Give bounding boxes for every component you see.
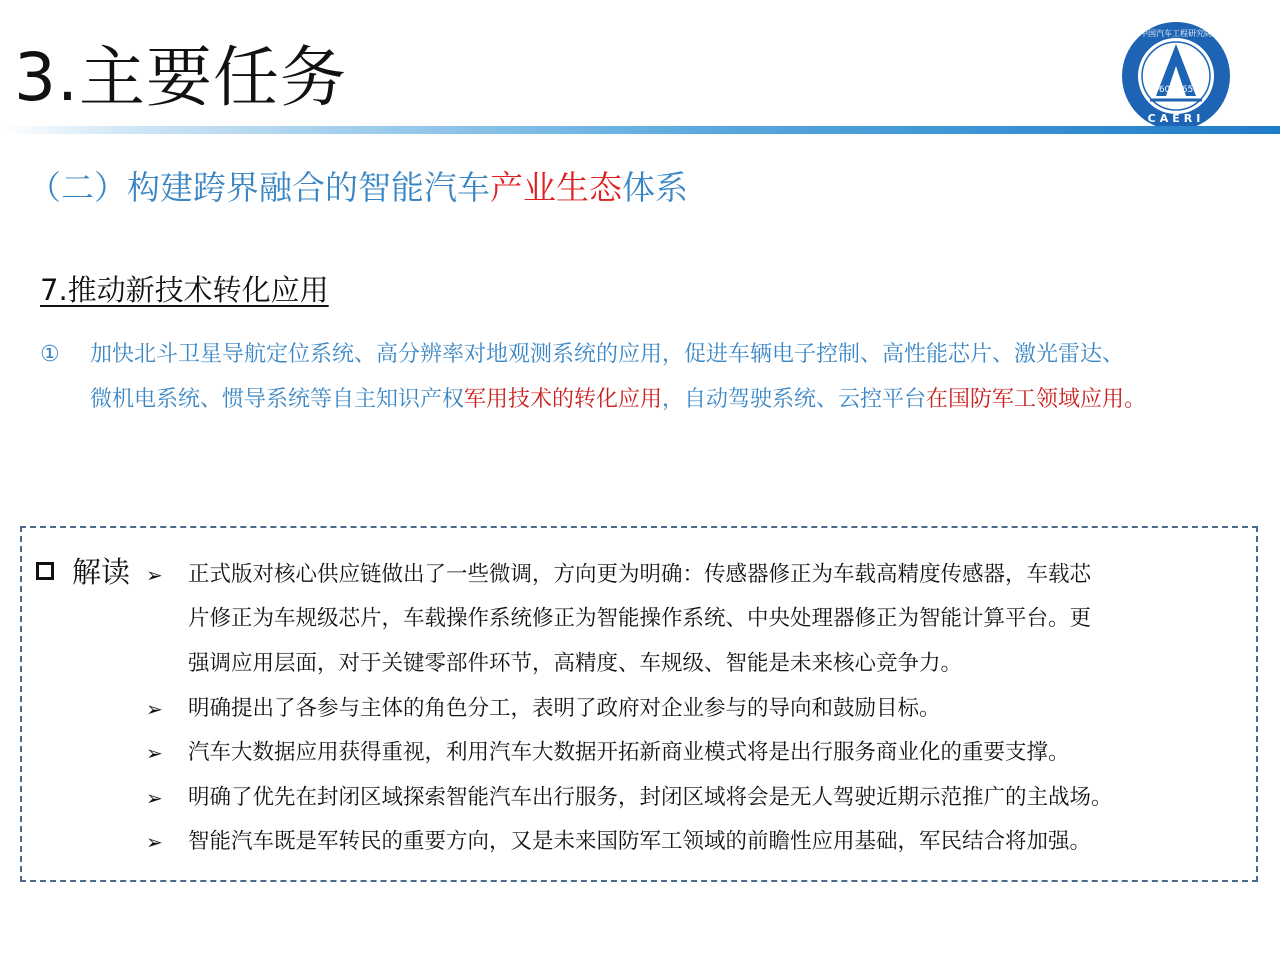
arrow-bullet-icon: ➢: [146, 830, 163, 854]
header-divider: [0, 126, 1280, 134]
page-title: 3.主要任务: [14, 39, 347, 116]
logo-arc-text: 中国汽车工程研究院: [1140, 29, 1212, 38]
subtitle-prefix: （二）构建跨界融合的智能汽车: [28, 168, 490, 207]
item-text-line-2: [90, 383, 1146, 417]
bullet-3: 汽车大数据应用获得重视，利用汽车大数据开拓新商业模式将是出行服务商业化的重要支撑。: [188, 740, 1070, 765]
arrow-bullet-icon: ➢: [146, 741, 163, 765]
arrow-bullet-icon: ➢: [146, 786, 163, 810]
bullet-2: 明确提出了各参与主体的角色分工，表明了政府对企业参与的导向和鼓励目标。: [188, 696, 941, 721]
task-heading: 7.推动新技术转化应用: [40, 273, 329, 307]
arrow-bullet-icon: ➢: [146, 563, 163, 587]
item-number: ①: [40, 342, 60, 367]
bullet-1-line-1: 正式版对核心供应链做出了一些微调，方向更为明确：传感器修正为车载高精度传感器，车载芯: [188, 562, 1092, 587]
bullet-1-line-2: 片修正为车规级芯片，车载操作系统修正为智能操作系统、中央处理器修正为智能计算平台。更: [188, 606, 1092, 631]
bullet-5: 智能汽车既是军转民的重要方向，又是未来国防军工领域的前瞻性应用基础，军民结合将加强。: [188, 829, 1092, 854]
section-subtitle: [28, 166, 688, 210]
logo-year: 601965: [1158, 85, 1194, 95]
item-text-highlight: 在国防军工领域应用。: [926, 387, 1147, 412]
caeri-logo: [1120, 20, 1232, 132]
checkbox-square-icon: [36, 562, 54, 580]
bullet-1-line-3: 强调应用层面，对于关键零部件环节，高精度、车规级、智能是未来核心竞争力。: [188, 651, 963, 676]
item-text-highlight: 军用技术的转化应用: [464, 387, 663, 412]
subtitle-highlight: 产业生态: [490, 168, 622, 207]
arrow-bullet-icon: ➢: [146, 697, 163, 721]
interpretation-label: 解读: [72, 555, 131, 589]
subtitle-suffix: 体系: [622, 168, 688, 207]
bullet-4: 明确了优先在封闭区域探索智能汽车出行服务，封闭区域将会是无人驾驶近期示范推广的主战场。: [188, 785, 1113, 810]
item-text-segment: 微机电系统、惯导系统等自主知识产权: [90, 387, 465, 412]
item-text-line-1: 加快北斗卫星导航定位系统、高分辨率对地观测系统的应用，促进车辆电子控制、高性能芯片、激光雷达、: [90, 342, 1125, 367]
logo-abbr: CAERI: [1147, 112, 1205, 125]
item-text-segment: ，自动驾驶系统、云控平台: [662, 387, 927, 412]
